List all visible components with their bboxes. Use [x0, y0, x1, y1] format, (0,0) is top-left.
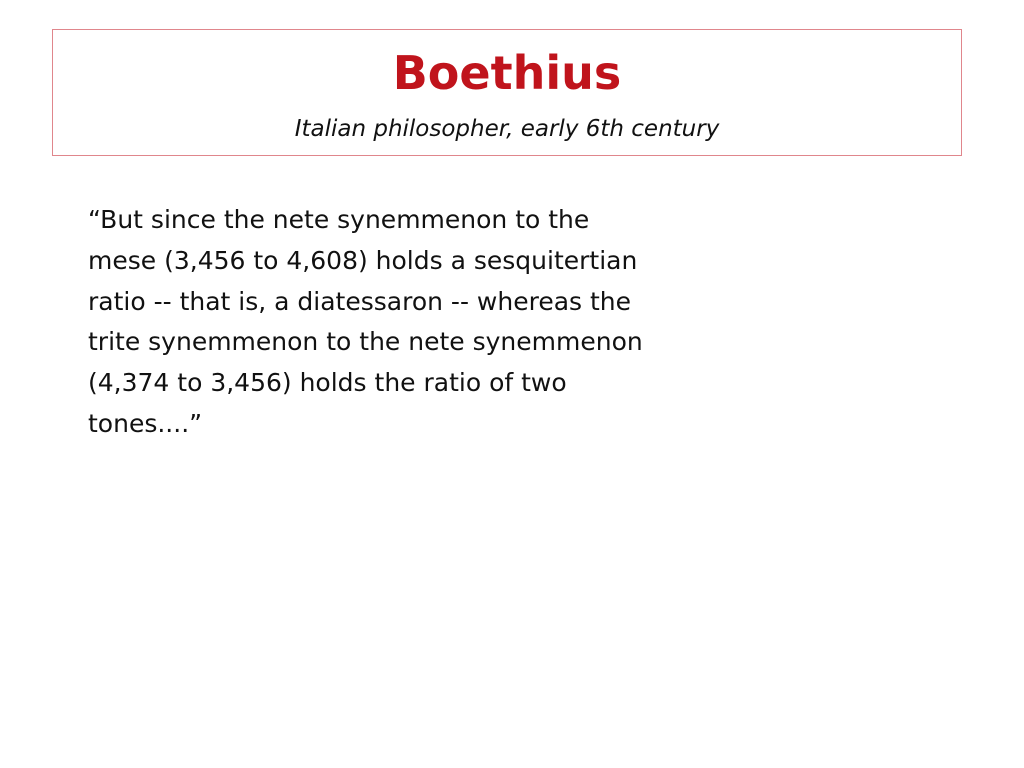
quote-line: ratio -- that is, a diatessaron -- whereas the — [88, 286, 632, 316]
quote-text — [88, 200, 718, 445]
quote-line: “But since the nete synemmenon to the — [88, 205, 590, 234]
title-box — [52, 29, 962, 156]
quote-line: trite synemmenon to the nete synemmenon — [88, 327, 643, 357]
quote-line: mese (3,456 to 4,608) holds a sesquitertian — [88, 245, 638, 275]
slide-title: Boethius — [392, 46, 622, 100]
quote-line: tones....” — [88, 408, 203, 438]
quote-line: (4,374 to 3,456) holds the ratio of two — [88, 368, 567, 398]
slide-subtitle: Italian philosopher, early 6th century — [294, 116, 720, 142]
